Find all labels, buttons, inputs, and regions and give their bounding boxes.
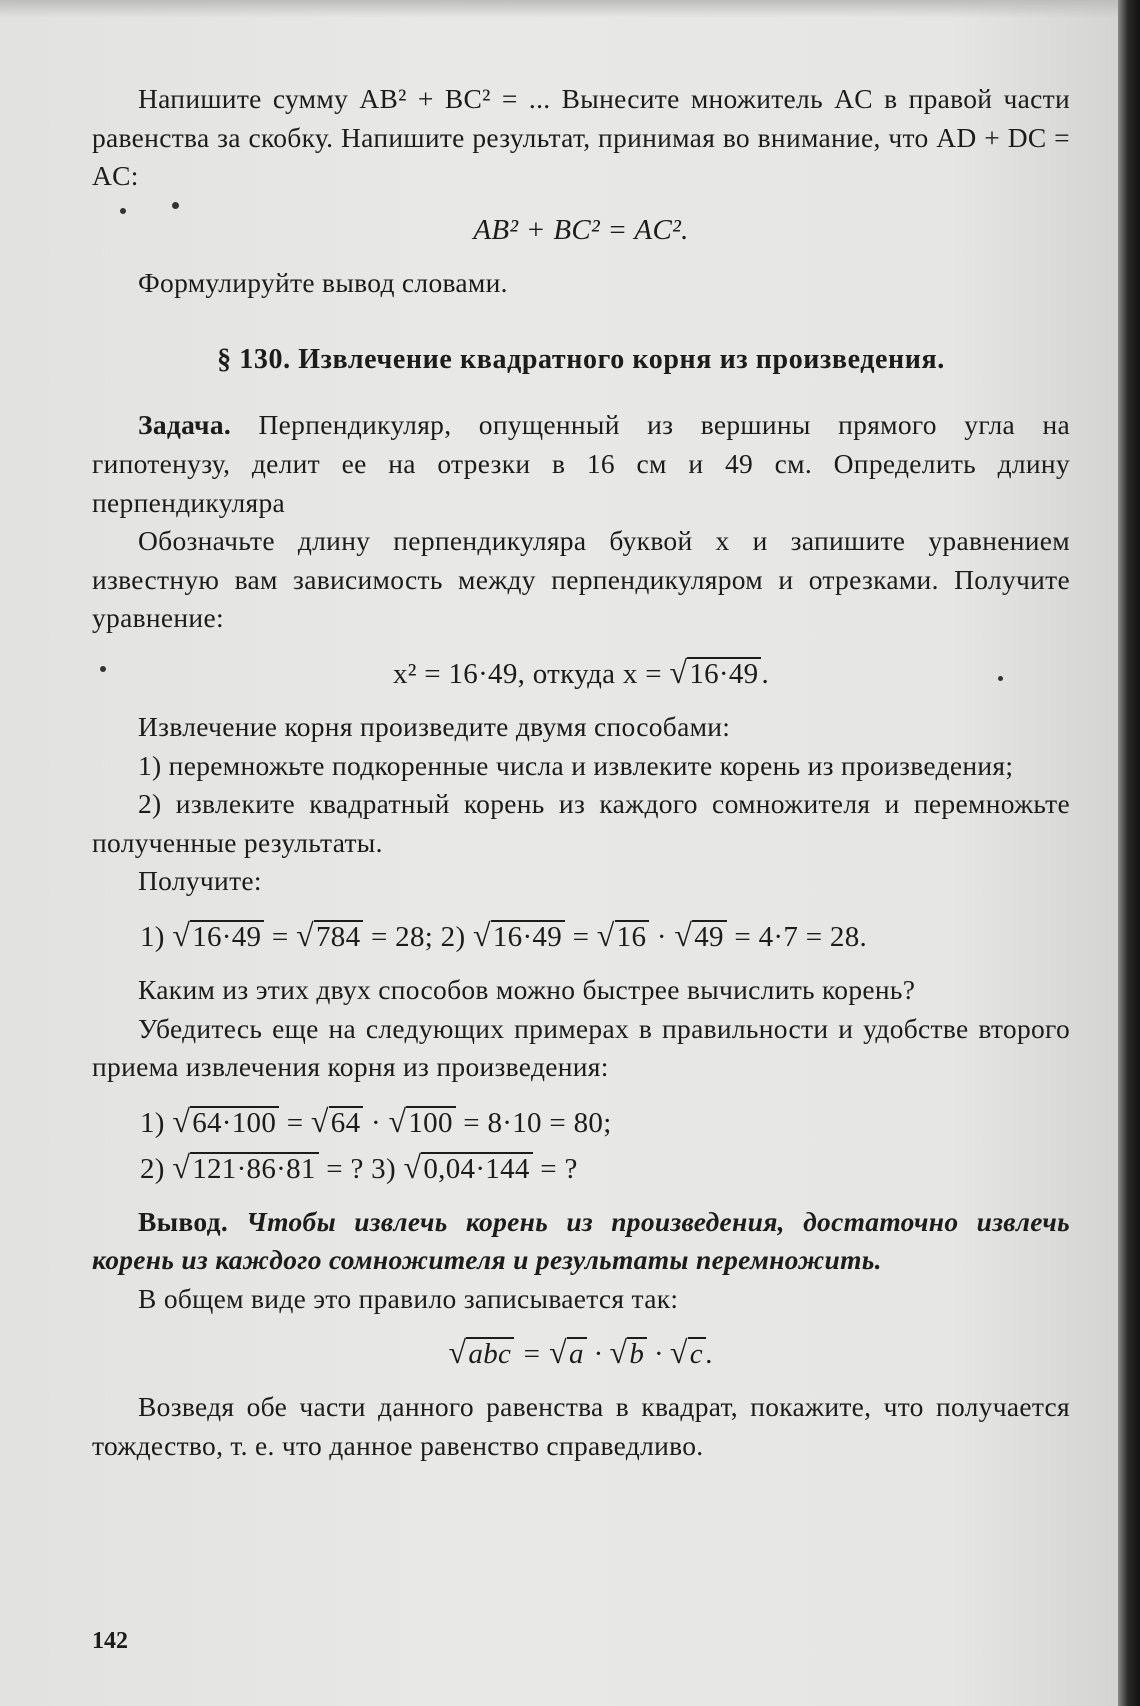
formula-part: · — [649, 920, 675, 953]
section-title: § 130. Извлечение квадратного корня из произведения. — [217, 344, 945, 376]
task-instruction: Обозначьте длину перпендикуляра буквой x и запишите уравнением известную вам зависимость между перпендикуляром и отрезками. Получите уравнение: — [92, 525, 1070, 634]
radicand: 64 — [329, 1106, 364, 1138]
formula-part: = — [514, 1338, 550, 1371]
pythagoras-formula: AB² + BC² = AC². — [473, 213, 689, 246]
equation-end: . — [761, 657, 770, 690]
task-text: Перпендикуляр, опущенный из вершины прямого угла на гипотенузу, делит ее на отрезки в 16 см и 49 см. Определить длину перпендикуляра — [92, 409, 1070, 518]
sqrt-icon: √ — [669, 653, 688, 690]
page-content — [92, 80, 1070, 1466]
radicand: 100 — [406, 1106, 455, 1138]
conclusion-label: Вывод. — [138, 1205, 229, 1237]
formula-part: = 8·10 = 80; — [455, 1106, 612, 1139]
sqrt-icon: √ — [172, 1148, 191, 1185]
method-2: 2) извлеките квадратный корень из каждого сомножителя и перемножьте полученные результаты. — [92, 788, 1070, 858]
radicand: 49 — [692, 920, 727, 952]
example-1 — [92, 1099, 1070, 1145]
formula-part: = ? — [532, 1152, 578, 1185]
sqrt-icon: √ — [296, 916, 314, 953]
general-formula — [92, 1330, 1070, 1376]
intro-paragraph: Напишите сумму AB² + BC² = ... Вынесите множитель AC в правой части равенства за скобку. Напишите результат, принимая во внимание, что AD + DC = AC: — [92, 83, 1070, 192]
conclusion-paragraph — [92, 1203, 1070, 1280]
radicand: 16 — [615, 920, 650, 952]
formula-part: . — [705, 1338, 714, 1371]
formula-part: · — [586, 1338, 610, 1371]
equation-x — [92, 650, 1070, 696]
check-paragraph: Убедитесь еще на следующих примерах в правильности и удобстве второго приема извлечения корня из произведения: — [92, 1012, 1070, 1083]
formula-part: = 4·7 = 28. — [726, 920, 868, 953]
sqrt-icon: √ — [310, 1102, 329, 1139]
sqrt-icon: √ — [472, 916, 491, 953]
radicand: 16·49 — [491, 920, 565, 952]
sqrt-icon: √ — [609, 1334, 628, 1371]
methods-result-formula — [92, 913, 1070, 959]
formula-part: · — [363, 1106, 389, 1139]
radicand: 16·49 — [687, 657, 761, 689]
task-paragraph — [92, 406, 1070, 522]
sqrt-icon: √ — [403, 1148, 422, 1185]
conclusion-text: Чтобы извлечь корень из произведения, достаточно извлечь корень из каждого сомножителя и результаты перемножить. — [92, 1205, 1070, 1276]
book-spine-shadow — [1118, 0, 1140, 1706]
get-label: Получите: — [138, 865, 262, 897]
formula-part: = — [565, 920, 597, 953]
formula-part: 1) — [140, 1106, 173, 1139]
radicand: 64·100 — [190, 1106, 279, 1138]
method-1: 1) перемножьте подкоренные числа и извлеките корень из произведения; — [138, 749, 1014, 781]
formula-part: · — [647, 1338, 670, 1371]
formula-part: = 28; 2) — [363, 920, 473, 953]
sqrt-icon: √ — [549, 1334, 568, 1371]
formula-part: 2) — [140, 1152, 173, 1185]
task-label: Задача. — [138, 409, 232, 441]
conclusion-prompt: Формулируйте вывод словами. — [138, 266, 508, 298]
radicand: 121·86·81 — [190, 1152, 319, 1184]
radicand: 784 — [314, 920, 363, 952]
sqrt-icon: √ — [388, 1102, 407, 1139]
formula-part: = ? 3) — [318, 1152, 404, 1185]
equation-left: x² = 16·49, откуда x = — [392, 657, 670, 690]
sqrt-icon: √ — [674, 916, 693, 953]
question-paragraph: Каким из этих двух способов можно быстрее вычислить корень? — [138, 973, 916, 1005]
radicand: a — [567, 1337, 587, 1369]
final-paragraph: Возведя обе части данного равенства в квадрат, покажите, что получается тождество, т. е. что данное равенство справедливо. — [92, 1391, 1070, 1462]
radicand: 0,04·144 — [421, 1152, 532, 1184]
formula-part: = — [264, 920, 297, 953]
radicand: 16·49 — [190, 920, 264, 952]
radicand: c — [688, 1337, 706, 1369]
general-form-intro: В общем виде это правило записывается так: — [138, 1282, 679, 1314]
example-2-3 — [92, 1145, 1070, 1191]
sqrt-icon: √ — [669, 1334, 688, 1371]
radicand: abc — [466, 1337, 514, 1369]
radicand: b — [627, 1337, 647, 1369]
sqrt-icon: √ — [596, 916, 615, 953]
sqrt-icon: √ — [172, 1102, 191, 1139]
formula-part: 1) — [140, 920, 173, 953]
page-top-shadow — [0, 0, 1118, 18]
page-number: 142 — [92, 1628, 128, 1654]
formula-part: = — [279, 1106, 311, 1139]
methods-intro: Извлечение корня произведите двумя способами: — [138, 710, 731, 742]
sqrt-icon: √ — [172, 916, 191, 953]
sqrt-icon: √ — [448, 1334, 467, 1371]
